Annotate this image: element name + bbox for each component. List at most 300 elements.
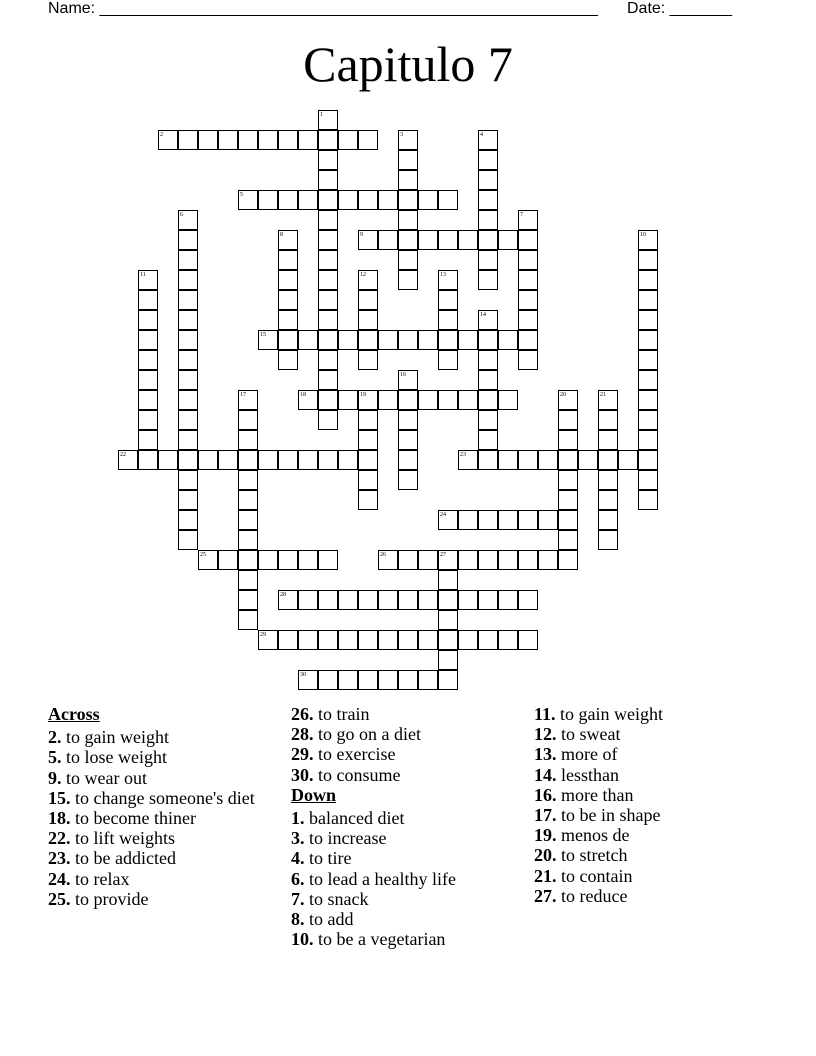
grid-cell[interactable] <box>418 590 438 610</box>
clue-item-number: 8. <box>291 909 305 930</box>
grid-cell[interactable] <box>538 510 558 530</box>
grid-cell[interactable] <box>238 130 258 150</box>
grid-cell[interactable] <box>418 630 438 650</box>
grid-cell[interactable] <box>278 350 298 370</box>
grid-cell[interactable] <box>178 410 198 430</box>
grid-cell[interactable] <box>378 590 398 610</box>
grid-cell[interactable] <box>358 390 378 410</box>
grid-cell[interactable] <box>558 390 578 410</box>
grid-cell[interactable] <box>318 390 338 410</box>
clue-item-number: 27. <box>534 885 557 906</box>
grid-cell[interactable] <box>378 190 398 210</box>
clue-item-number: 29. <box>291 744 314 765</box>
clue-item <box>534 805 766 825</box>
grid-cell[interactable] <box>398 330 418 350</box>
grid-cell[interactable] <box>338 390 358 410</box>
grid-cell[interactable] <box>238 590 258 610</box>
grid-cell[interactable] <box>358 590 378 610</box>
grid-cell[interactable] <box>638 390 658 410</box>
grid-cell[interactable] <box>478 230 498 250</box>
grid-cell[interactable] <box>178 470 198 490</box>
grid-cell[interactable] <box>398 450 418 470</box>
grid-cell[interactable] <box>638 290 658 310</box>
grid-cell[interactable] <box>258 550 278 570</box>
grid-cell[interactable] <box>398 630 418 650</box>
grid-cell[interactable] <box>278 130 298 150</box>
grid-cell[interactable] <box>338 630 358 650</box>
grid-cell[interactable] <box>178 390 198 410</box>
clue-number: 5 <box>240 192 243 198</box>
grid-cell[interactable] <box>518 510 538 530</box>
grid-cell[interactable] <box>138 390 158 410</box>
grid-cell[interactable] <box>278 250 298 270</box>
grid-cell[interactable] <box>638 430 658 450</box>
clue-item <box>534 845 766 865</box>
grid-cell[interactable] <box>598 490 618 510</box>
grid-cell[interactable] <box>298 550 318 570</box>
grid-cell[interactable] <box>318 450 338 470</box>
grid-cell[interactable] <box>358 490 378 510</box>
grid-cell[interactable] <box>638 470 658 490</box>
grid-cell[interactable] <box>378 390 398 410</box>
grid-cell[interactable] <box>178 210 198 230</box>
clue-item-text: to increase <box>309 828 387 849</box>
grid-cell[interactable] <box>358 130 378 150</box>
grid-cell[interactable] <box>358 230 378 250</box>
grid-cell[interactable] <box>178 330 198 350</box>
grid-cell[interactable] <box>438 650 458 670</box>
grid-cell[interactable] <box>478 130 498 150</box>
grid-cell[interactable] <box>498 450 518 470</box>
clue-item <box>534 866 766 886</box>
grid-cell[interactable] <box>258 450 278 470</box>
grid-cell[interactable] <box>138 270 158 290</box>
grid-cell[interactable] <box>298 670 318 690</box>
grid-cell[interactable] <box>598 390 618 410</box>
clue-item-text: menos de <box>561 825 630 846</box>
grid-cell[interactable] <box>178 250 198 270</box>
grid-cell[interactable] <box>438 510 458 530</box>
grid-cell[interactable] <box>358 330 378 350</box>
grid-cell[interactable] <box>518 250 538 270</box>
grid-cell[interactable] <box>478 630 498 650</box>
grid-cell[interactable] <box>478 250 498 270</box>
grid-cell[interactable] <box>478 390 498 410</box>
grid-cell[interactable] <box>518 210 538 230</box>
grid-cell[interactable] <box>518 290 538 310</box>
grid-cell[interactable] <box>278 230 298 250</box>
grid-cell[interactable] <box>318 590 338 610</box>
grid-cell[interactable] <box>518 630 538 650</box>
grid-cell[interactable] <box>478 170 498 190</box>
grid-cell[interactable] <box>398 550 418 570</box>
clue-item-number: 6. <box>291 868 305 889</box>
grid-cell[interactable] <box>458 330 478 350</box>
grid-cell[interactable] <box>558 550 578 570</box>
grid-cell[interactable] <box>278 290 298 310</box>
grid-cell[interactable] <box>358 350 378 370</box>
grid-cell[interactable] <box>178 510 198 530</box>
grid-cell[interactable] <box>298 590 318 610</box>
grid-cell[interactable] <box>538 450 558 470</box>
clue-item-number: 9. <box>48 767 62 788</box>
grid-cell[interactable] <box>398 190 418 210</box>
grid-cell[interactable] <box>478 370 498 390</box>
grid-cell[interactable] <box>418 390 438 410</box>
grid-cell[interactable] <box>398 430 418 450</box>
grid-cell[interactable] <box>298 630 318 650</box>
grid-cell[interactable] <box>438 570 458 590</box>
grid-cell[interactable] <box>638 270 658 290</box>
grid-cell[interactable] <box>358 410 378 430</box>
grid-cell[interactable] <box>318 210 338 230</box>
grid-cell[interactable] <box>318 670 338 690</box>
clue-item <box>291 929 523 949</box>
grid-cell[interactable] <box>418 550 438 570</box>
grid-cell[interactable] <box>638 410 658 430</box>
grid-cell[interactable] <box>638 250 658 270</box>
grid-cell[interactable] <box>198 130 218 150</box>
clue-item-text: to become thiner <box>75 808 196 829</box>
grid-cell[interactable] <box>178 130 198 150</box>
grid-cell[interactable] <box>638 350 658 370</box>
grid-cell[interactable] <box>398 470 418 490</box>
grid-cell[interactable] <box>578 450 598 470</box>
grid-cell[interactable] <box>278 190 298 210</box>
grid-cell[interactable] <box>338 330 358 350</box>
grid-cell[interactable] <box>198 550 218 570</box>
grid-cell[interactable] <box>258 130 278 150</box>
grid-cell[interactable] <box>178 310 198 330</box>
grid-cell[interactable] <box>278 310 298 330</box>
grid-cell[interactable] <box>398 410 418 430</box>
grid-cell[interactable] <box>238 490 258 510</box>
grid-cell[interactable] <box>358 630 378 650</box>
clue-item-number: 28. <box>291 724 314 745</box>
grid-cell[interactable] <box>138 430 158 450</box>
grid-cell[interactable] <box>498 330 518 350</box>
grid-cell[interactable] <box>318 350 338 370</box>
grid-cell[interactable] <box>178 230 198 250</box>
grid-cell[interactable] <box>238 570 258 590</box>
clue-number: 18 <box>300 392 306 398</box>
grid-cell[interactable] <box>298 190 318 210</box>
grid-cell[interactable] <box>218 550 238 570</box>
grid-cell[interactable] <box>438 390 458 410</box>
grid-cell[interactable] <box>318 250 338 270</box>
grid-cell[interactable] <box>458 510 478 530</box>
grid-cell[interactable] <box>298 330 318 350</box>
grid-cell[interactable] <box>298 450 318 470</box>
grid-cell[interactable] <box>538 550 558 570</box>
grid-cell[interactable] <box>558 470 578 490</box>
grid-cell[interactable] <box>518 270 538 290</box>
clue-item <box>48 788 280 808</box>
grid-cell[interactable] <box>478 430 498 450</box>
grid-cell[interactable] <box>438 610 458 630</box>
grid-cell[interactable] <box>398 590 418 610</box>
grid-cell[interactable] <box>458 390 478 410</box>
grid-cell[interactable] <box>478 350 498 370</box>
clue-item <box>291 704 523 724</box>
grid-cell[interactable] <box>358 470 378 490</box>
grid-cell[interactable] <box>398 170 418 190</box>
grid-cell[interactable] <box>318 130 338 150</box>
grid-cell[interactable] <box>398 130 418 150</box>
clue-item <box>291 808 523 828</box>
grid-cell[interactable] <box>258 630 278 650</box>
grid-cell[interactable] <box>358 270 378 290</box>
grid-cell[interactable] <box>378 630 398 650</box>
grid-cell[interactable] <box>418 670 438 690</box>
grid-cell[interactable] <box>138 410 158 430</box>
grid-cell[interactable] <box>178 490 198 510</box>
grid-cell[interactable] <box>438 670 458 690</box>
grid-cell[interactable] <box>238 430 258 450</box>
clue-number: 30 <box>300 672 306 678</box>
grid-cell[interactable] <box>418 330 438 350</box>
grid-cell[interactable] <box>558 410 578 430</box>
grid-cell[interactable] <box>178 430 198 450</box>
grid-cell[interactable] <box>478 150 498 170</box>
grid-cell[interactable] <box>138 370 158 390</box>
grid-cell[interactable] <box>638 230 658 250</box>
grid-cell[interactable] <box>558 430 578 450</box>
grid-cell[interactable] <box>478 510 498 530</box>
grid-cell[interactable] <box>258 330 278 350</box>
clue-number: 7 <box>520 212 523 218</box>
grid-cell[interactable] <box>138 310 158 330</box>
grid-cell[interactable] <box>178 290 198 310</box>
grid-cell[interactable] <box>638 330 658 350</box>
grid-cell[interactable] <box>478 190 498 210</box>
clue-item-text: to exercise <box>318 744 396 765</box>
grid-cell[interactable] <box>338 590 358 610</box>
grid-cell[interactable] <box>138 330 158 350</box>
grid-cell[interactable] <box>238 190 258 210</box>
grid-cell[interactable] <box>558 530 578 550</box>
grid-cell[interactable] <box>438 230 458 250</box>
grid-cell[interactable] <box>378 670 398 690</box>
grid-cell[interactable] <box>238 470 258 490</box>
grid-cell[interactable] <box>438 290 458 310</box>
grid-cell[interactable] <box>458 230 478 250</box>
grid-cell[interactable] <box>358 290 378 310</box>
grid-cell[interactable] <box>518 230 538 250</box>
grid-cell[interactable] <box>398 670 418 690</box>
date-field-label: Date: _______ <box>627 0 732 17</box>
grid-cell[interactable] <box>518 590 538 610</box>
grid-cell[interactable] <box>638 490 658 510</box>
clue-item <box>48 828 280 848</box>
clue-item-text: to change someone's diet <box>75 787 255 808</box>
grid-cell[interactable] <box>558 490 578 510</box>
clue-number: 23 <box>460 452 466 458</box>
grid-cell[interactable] <box>478 550 498 570</box>
grid-cell[interactable] <box>598 530 618 550</box>
grid-cell[interactable] <box>318 290 338 310</box>
grid-cell[interactable] <box>498 390 518 410</box>
grid-cell[interactable] <box>318 310 338 330</box>
grid-cell[interactable] <box>318 150 338 170</box>
grid-cell[interactable] <box>438 310 458 330</box>
clue-item-text: to tire <box>309 848 352 869</box>
grid-cell[interactable] <box>318 270 338 290</box>
grid-cell[interactable] <box>398 210 418 230</box>
grid-cell[interactable] <box>598 510 618 530</box>
clue-item-text: to add <box>309 909 354 930</box>
clue-number: 9 <box>360 232 363 238</box>
grid-cell[interactable] <box>638 310 658 330</box>
grid-cell[interactable] <box>298 390 318 410</box>
grid-cell[interactable] <box>238 410 258 430</box>
grid-cell[interactable] <box>498 590 518 610</box>
grid-cell[interactable] <box>618 450 638 470</box>
grid-cell[interactable] <box>498 230 518 250</box>
grid-cell[interactable] <box>438 330 458 350</box>
clue-item <box>291 724 523 744</box>
grid-cell[interactable] <box>438 630 458 650</box>
grid-cell[interactable] <box>458 550 478 570</box>
grid-cell[interactable] <box>338 190 358 210</box>
grid-cell[interactable] <box>318 110 338 130</box>
grid-cell[interactable] <box>318 630 338 650</box>
grid-cell[interactable] <box>178 450 198 470</box>
grid-cell[interactable] <box>138 450 158 470</box>
grid-cell[interactable] <box>438 590 458 610</box>
grid-cell[interactable] <box>338 450 358 470</box>
clue-item <box>48 848 280 868</box>
grid-cell[interactable] <box>238 550 258 570</box>
grid-cell[interactable] <box>358 430 378 450</box>
grid-cell[interactable] <box>178 270 198 290</box>
grid-cell[interactable] <box>398 150 418 170</box>
grid-cell[interactable] <box>418 230 438 250</box>
grid-cell[interactable] <box>238 610 258 630</box>
grid-cell[interactable] <box>498 630 518 650</box>
grid-cell[interactable] <box>278 550 298 570</box>
grid-cell[interactable] <box>398 270 418 290</box>
grid-cell[interactable] <box>458 630 478 650</box>
grid-cell[interactable] <box>318 230 338 250</box>
grid-cell[interactable] <box>518 350 538 370</box>
grid-cell[interactable] <box>438 550 458 570</box>
grid-cell[interactable] <box>238 450 258 470</box>
grid-cell[interactable] <box>478 410 498 430</box>
grid-cell[interactable] <box>478 310 498 330</box>
grid-cell[interactable] <box>178 530 198 550</box>
clue-item-number: 3. <box>291 828 305 849</box>
grid-cell[interactable] <box>158 450 178 470</box>
grid-cell[interactable] <box>238 510 258 530</box>
grid-cell[interactable] <box>438 190 458 210</box>
grid-cell[interactable] <box>158 130 178 150</box>
grid-cell[interactable] <box>418 190 438 210</box>
grid-cell[interactable] <box>598 430 618 450</box>
grid-cell[interactable] <box>638 450 658 470</box>
grid-cell[interactable] <box>518 450 538 470</box>
grid-cell[interactable] <box>258 190 278 210</box>
grid-cell[interactable] <box>318 550 338 570</box>
grid-cell[interactable] <box>458 450 478 470</box>
clue-item <box>48 869 280 889</box>
grid-cell[interactable] <box>138 290 158 310</box>
grid-cell[interactable] <box>218 130 238 150</box>
grid-cell[interactable] <box>278 630 298 650</box>
grid-cell[interactable] <box>238 390 258 410</box>
grid-cell[interactable] <box>278 590 298 610</box>
grid-cell[interactable] <box>478 330 498 350</box>
grid-cell[interactable] <box>318 330 338 350</box>
grid-cell[interactable] <box>378 550 398 570</box>
grid-cell[interactable] <box>278 450 298 470</box>
grid-cell[interactable] <box>358 670 378 690</box>
grid-cell[interactable] <box>438 350 458 370</box>
grid-cell[interactable] <box>478 450 498 470</box>
grid-cell[interactable] <box>178 350 198 370</box>
grid-cell[interactable] <box>218 450 238 470</box>
grid-cell[interactable] <box>518 550 538 570</box>
grid-cell[interactable] <box>498 550 518 570</box>
grid-cell[interactable] <box>298 130 318 150</box>
clue-number: 19 <box>360 392 366 398</box>
grid-cell[interactable] <box>238 530 258 550</box>
grid-cell[interactable] <box>398 250 418 270</box>
grid-cell[interactable] <box>318 370 338 390</box>
grid-cell[interactable] <box>398 230 418 250</box>
grid-cell[interactable] <box>598 410 618 430</box>
grid-cell[interactable] <box>318 170 338 190</box>
clue-item-text: balanced diet <box>309 808 405 829</box>
grid-cell[interactable] <box>438 270 458 290</box>
grid-cell[interactable] <box>318 190 338 210</box>
grid-cell[interactable] <box>478 210 498 230</box>
grid-cell[interactable] <box>398 390 418 410</box>
grid-cell[interactable] <box>138 350 158 370</box>
grid-cell[interactable] <box>358 310 378 330</box>
grid-cell[interactable] <box>358 450 378 470</box>
grid-cell[interactable] <box>398 370 418 390</box>
grid-cell[interactable] <box>378 230 398 250</box>
grid-cell[interactable] <box>358 190 378 210</box>
grid-cell[interactable] <box>598 450 618 470</box>
clue-number: 16 <box>400 372 406 378</box>
grid-cell[interactable] <box>338 130 358 150</box>
grid-cell[interactable] <box>518 330 538 350</box>
grid-cell[interactable] <box>638 370 658 390</box>
grid-cell[interactable] <box>318 410 338 430</box>
grid-cell[interactable] <box>558 510 578 530</box>
clue-item <box>48 727 280 747</box>
grid-cell[interactable] <box>278 270 298 290</box>
grid-cell[interactable] <box>518 310 538 330</box>
clue-item-text: to go on a diet <box>318 724 421 745</box>
grid-cell[interactable] <box>598 470 618 490</box>
clue-number: 17 <box>240 392 246 398</box>
grid-cell[interactable] <box>458 590 478 610</box>
grid-cell[interactable] <box>498 510 518 530</box>
grid-cell[interactable] <box>478 590 498 610</box>
grid-cell[interactable] <box>478 270 498 290</box>
grid-cell[interactable] <box>178 370 198 390</box>
grid-cell[interactable] <box>558 450 578 470</box>
grid-cell[interactable] <box>338 670 358 690</box>
grid-cell[interactable] <box>378 330 398 350</box>
grid-cell[interactable] <box>118 450 138 470</box>
grid-cell[interactable] <box>278 330 298 350</box>
grid-cell[interactable] <box>198 450 218 470</box>
clue-item <box>534 886 766 906</box>
